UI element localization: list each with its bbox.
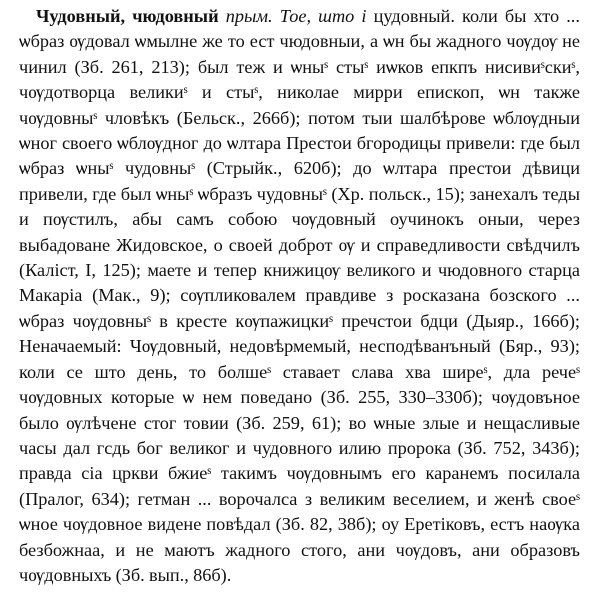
dictionary-entry [19,4,580,588]
entry-headword: Чудовный, чюдовный [36,6,219,26]
entry-definition-word: цудовный. [373,6,455,26]
entry-body-text: коли бы хто ... ѡбраз ѹдовал ѡмылне же то ест чюдовныи, а ѡн бы жадного чѹдѹ не чинил (Зб. 261, 213); был теж и ѡныˢ стыˢ иѡков епкпъ нисивиˢскиˢ, чѹдотворца великиˢ и стыˢ, николае мирри епископ, ѡн также чѹдовныˢ чловѣкъ (Бельск., 266б); потом тыи шалбѣрове ѡблѹдныи ѡног своего ѡблѹдног до ѡлтара Престои бгородицы привели: где был ѡбраз ѡныˢ чудовныˢ (Стрыйк., 620б); до ѡлтара престои дѣвици привели, где был ѡныˢ ѡбразъ чудовныˢ (Хр. польск., 15); занехалъ теды и пѹстилъ, абы самъ собою чѹдовный оучинокъ оныи, через выбадоване Жидовское, о своей доброт ѹ и справедливости свѣдчилъ (Каліст, I, 125); маете и тепер книжицѹ великого и чюдовного старца Макаріа (Мак., 9); сѹпликовалем правдиве з росказана бозского ... ѡбраз чѹдовныˢ в кресте кѹпажицкиˢ пречстои бдци (Дыяр., 166б); Неначаемый: Чѹдовный, недовѣрмемый, несподѣванъный (Бяр., 93); коли се што день, то болшеˢ ставает слава хва ширеˢ, дла речеˢ чѹдовных которые ѡ нем поведано (Зб. 255, 330–330б); чѹдовъное было ѹлѣчене стог товии (Зб. 259, 61); во ѡные злые и нещасливые часы дал гсдь бог великог и чудовного илию пророка (Зб. 752, 343б); правда сіа цркви бжиеˢ такимъ чѹдовнымъ его каранемъ посилала (Пралог, 634); гетман ... ворочалса з великим веселием, и женѣ своеˢ ѡное чѹдовное видене повѣдал (Зб. 82, 38б); оу Еретіковъ, естъ наѹка безбожнаа, и не маютъ жадного стого, ани чѹдовъ, ани образовъ чѹдовныхъ (Зб. вып., 86б). [19,6,580,585]
entry-definition-lead: Тое, што і [279,6,367,26]
entry-grammar-label: прым. [225,6,273,26]
